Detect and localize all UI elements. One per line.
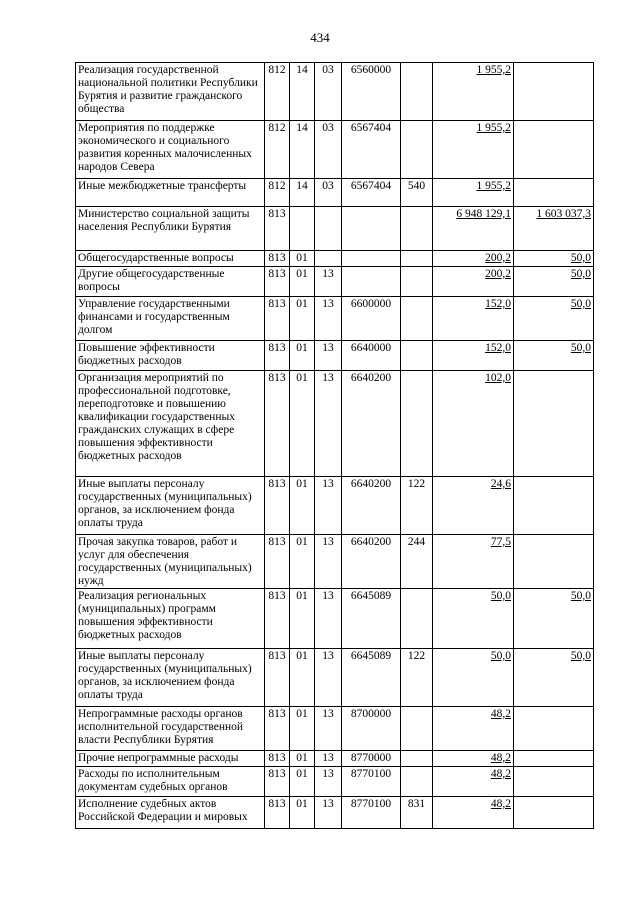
- amount-cell: 1 955,2: [433, 121, 514, 179]
- expense-type-cell: [401, 297, 433, 341]
- target-article-cell: 8770100: [342, 767, 401, 797]
- table-row: [76, 121, 594, 179]
- table-row: [76, 371, 594, 477]
- target-article-cell: [342, 207, 401, 251]
- target-article-cell: 6645089: [342, 649, 401, 707]
- expense-type-cell: 540: [401, 179, 433, 207]
- amount-cell: 48,2: [433, 767, 514, 797]
- amount-subvention-cell: [514, 535, 594, 589]
- amount-cell: 50,0: [433, 649, 514, 707]
- table-row: [76, 207, 594, 251]
- amount-cell: 152,0: [433, 341, 514, 371]
- ved-code-cell: 813: [265, 751, 290, 767]
- amount-subvention-cell: 50,0: [514, 589, 594, 649]
- row-name-cell: Расходы по исполнительным документам судебных органов: [76, 767, 265, 797]
- subsection-code-cell: 13: [315, 707, 342, 751]
- amount-cell: 1 955,2: [433, 179, 514, 207]
- row-name-cell: Общегосударственные вопросы: [76, 251, 265, 267]
- subsection-code-cell: 13: [315, 589, 342, 649]
- subsection-code-cell: 13: [315, 297, 342, 341]
- table-row: [76, 477, 594, 535]
- amount-cell: 200,2: [433, 267, 514, 297]
- row-name-cell: Иные выплаты персоналу государственных (муниципальных) органов, за исключением фонда оплаты труда: [76, 649, 265, 707]
- subsection-code-cell: 13: [315, 341, 342, 371]
- ved-code-cell: 813: [265, 767, 290, 797]
- amount-subvention-cell: [514, 707, 594, 751]
- row-name-cell: Министерство социальной защиты населения Республики Бурятия: [76, 207, 265, 251]
- expense-type-cell: 122: [401, 477, 433, 535]
- table-row: [76, 707, 594, 751]
- expense-type-cell: 122: [401, 649, 433, 707]
- amount-subvention-cell: 50,0: [514, 297, 594, 341]
- expense-type-cell: 244: [401, 535, 433, 589]
- row-name-cell: Другие общегосударственные вопросы: [76, 267, 265, 297]
- section-code-cell: 01: [290, 251, 315, 267]
- target-article-cell: 6567404: [342, 179, 401, 207]
- section-code-cell: 14: [290, 121, 315, 179]
- amount-cell: 200,2: [433, 251, 514, 267]
- subsection-code-cell: 13: [315, 797, 342, 829]
- ved-code-cell: 812: [265, 121, 290, 179]
- subsection-code-cell: 13: [315, 751, 342, 767]
- row-name-cell: Иные межбюджетные трансферты: [76, 179, 265, 207]
- amount-subvention-cell: 1 603 037,3: [514, 207, 594, 251]
- subsection-code-cell: 13: [315, 371, 342, 477]
- section-code-cell: 01: [290, 707, 315, 751]
- amount-cell: 6 948 129,1: [433, 207, 514, 251]
- amount-subvention-cell: 50,0: [514, 251, 594, 267]
- amount-cell: 50,0: [433, 589, 514, 649]
- amount-subvention-cell: 50,0: [514, 267, 594, 297]
- section-code-cell: 01: [290, 477, 315, 535]
- table-row: [76, 767, 594, 797]
- target-article-cell: [342, 267, 401, 297]
- target-article-cell: 6645089: [342, 589, 401, 649]
- ved-code-cell: 813: [265, 535, 290, 589]
- amount-subvention-cell: 50,0: [514, 649, 594, 707]
- ved-code-cell: 813: [265, 707, 290, 751]
- expense-type-cell: [401, 767, 433, 797]
- table-row: [76, 179, 594, 207]
- expense-type-cell: 831: [401, 797, 433, 829]
- row-name-cell: Реализация региональных (муниципальных) программ повышения эффективности бюджетных расходов: [76, 589, 265, 649]
- row-name-cell: Прочая закупка товаров, работ и услуг для обеспечения государственных (муниципальных) нужд: [76, 535, 265, 589]
- ved-code-cell: 812: [265, 63, 290, 121]
- subsection-code-cell: 13: [315, 649, 342, 707]
- section-code-cell: 14: [290, 63, 315, 121]
- target-article-cell: 8700000: [342, 707, 401, 751]
- target-article-cell: 8770100: [342, 797, 401, 829]
- section-code-cell: 01: [290, 767, 315, 797]
- subsection-code-cell: 13: [315, 267, 342, 297]
- target-article-cell: 6560000: [342, 63, 401, 121]
- amount-cell: 152,0: [433, 297, 514, 341]
- section-code-cell: 01: [290, 267, 315, 297]
- amount-cell: 48,2: [433, 707, 514, 751]
- budget-table-body: [76, 63, 594, 829]
- subsection-code-cell: 03: [315, 179, 342, 207]
- ved-code-cell: 813: [265, 477, 290, 535]
- section-code-cell: 01: [290, 649, 315, 707]
- ved-code-cell: 812: [265, 179, 290, 207]
- ved-code-cell: 813: [265, 341, 290, 371]
- amount-cell: 1 955,2: [433, 63, 514, 121]
- row-name-cell: Реализация государственной национальной политики Республики Бурятия и развитие гражданского общества: [76, 63, 265, 121]
- subsection-code-cell: 03: [315, 63, 342, 121]
- section-code-cell: 01: [290, 297, 315, 341]
- ved-code-cell: 813: [265, 589, 290, 649]
- amount-subvention-cell: [514, 751, 594, 767]
- expense-type-cell: [401, 121, 433, 179]
- ved-code-cell: 813: [265, 649, 290, 707]
- table-row: [76, 649, 594, 707]
- expense-type-cell: [401, 341, 433, 371]
- subsection-code-cell: [315, 207, 342, 251]
- table-row: [76, 63, 594, 121]
- target-article-cell: 6640200: [342, 535, 401, 589]
- section-code-cell: 14: [290, 179, 315, 207]
- budget-table: [75, 62, 594, 829]
- expense-type-cell: [401, 207, 433, 251]
- expense-type-cell: [401, 751, 433, 767]
- expense-type-cell: [401, 251, 433, 267]
- section-code-cell: 01: [290, 371, 315, 477]
- table-row: [76, 297, 594, 341]
- expense-type-cell: [401, 63, 433, 121]
- amount-subvention-cell: [514, 767, 594, 797]
- section-code-cell: 01: [290, 341, 315, 371]
- target-article-cell: 6640200: [342, 371, 401, 477]
- row-name-cell: Управление государственными финансами и государственным долгом: [76, 297, 265, 341]
- row-name-cell: Прочие непрограммные расходы: [76, 751, 265, 767]
- amount-subvention-cell: [514, 477, 594, 535]
- expense-type-cell: [401, 267, 433, 297]
- amount-subvention-cell: [514, 179, 594, 207]
- section-code-cell: 01: [290, 751, 315, 767]
- table-row: [76, 751, 594, 767]
- row-name-cell: Мероприятия по поддержке экономического и социального развития коренных малочисленных народов Севера: [76, 121, 265, 179]
- expense-type-cell: [401, 371, 433, 477]
- ved-code-cell: 813: [265, 297, 290, 341]
- amount-subvention-cell: [514, 121, 594, 179]
- table-row: [76, 797, 594, 829]
- target-article-cell: [342, 251, 401, 267]
- target-article-cell: 6640200: [342, 477, 401, 535]
- table-row: [76, 267, 594, 297]
- subsection-code-cell: 13: [315, 535, 342, 589]
- amount-subvention-cell: [514, 797, 594, 829]
- target-article-cell: 8770000: [342, 751, 401, 767]
- amount-subvention-cell: 50,0: [514, 341, 594, 371]
- table-row: [76, 535, 594, 589]
- amount-cell: 77,5: [433, 535, 514, 589]
- ved-code-cell: 813: [265, 371, 290, 477]
- expense-type-cell: [401, 707, 433, 751]
- section-code-cell: 01: [290, 589, 315, 649]
- expense-type-cell: [401, 589, 433, 649]
- amount-cell: 102,0: [433, 371, 514, 477]
- amount-cell: 24,6: [433, 477, 514, 535]
- section-code-cell: 01: [290, 797, 315, 829]
- row-name-cell: Организация мероприятий по профессиональной подготовке, переподготовке и повышению квалификации государственных гражданских служащих в сфере повышения эффективности бюджетных расходов: [76, 371, 265, 477]
- subsection-code-cell: 13: [315, 767, 342, 797]
- ved-code-cell: 813: [265, 267, 290, 297]
- page-number: 434: [310, 30, 330, 45]
- ved-code-cell: 813: [265, 207, 290, 251]
- row-name-cell: Непрограммные расходы органов исполнительной государственной власти Республики Бурятия: [76, 707, 265, 751]
- table-row: [76, 341, 594, 371]
- amount-cell: 48,2: [433, 751, 514, 767]
- row-name-cell: Повышение эффективности бюджетных расходов: [76, 341, 265, 371]
- table-row: [76, 589, 594, 649]
- subsection-code-cell: 13: [315, 477, 342, 535]
- table-row: [76, 251, 594, 267]
- amount-subvention-cell: [514, 63, 594, 121]
- ved-code-cell: 813: [265, 797, 290, 829]
- ved-code-cell: 813: [265, 251, 290, 267]
- target-article-cell: 6567404: [342, 121, 401, 179]
- row-name-cell: Исполнение судебных актов Российской Федерации и мировых: [76, 797, 265, 829]
- subsection-code-cell: [315, 251, 342, 267]
- amount-cell: 48,2: [433, 797, 514, 829]
- target-article-cell: 6640000: [342, 341, 401, 371]
- subsection-code-cell: 03: [315, 121, 342, 179]
- row-name-cell: Иные выплаты персоналу государственных (муниципальных) органов, за исключением фонда оплаты труда: [76, 477, 265, 535]
- amount-subvention-cell: [514, 371, 594, 477]
- section-code-cell: 01: [290, 535, 315, 589]
- section-code-cell: [290, 207, 315, 251]
- target-article-cell: 6600000: [342, 297, 401, 341]
